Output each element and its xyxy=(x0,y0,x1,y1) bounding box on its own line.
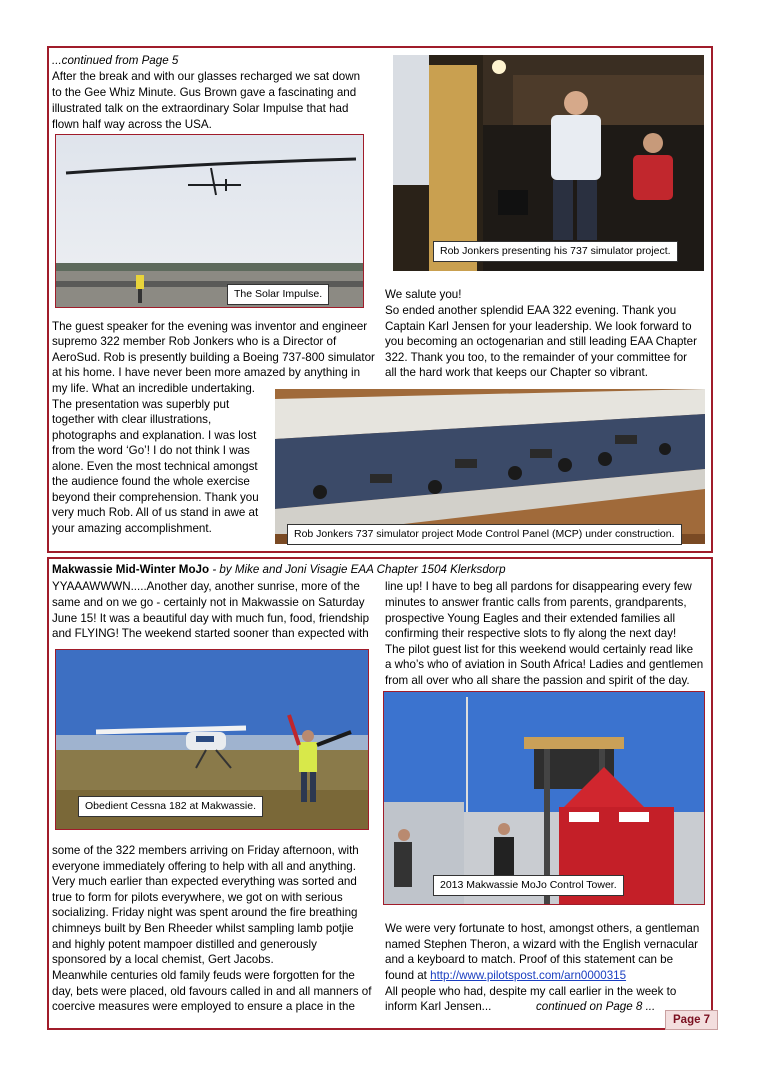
bottom-right-para1-line: confirming their respective slots to fly along the next day! xyxy=(385,627,677,640)
top-para1-line: After the break and with our glasses recharged we sat down xyxy=(52,70,361,83)
article-byline: - by Mike and Joni Visagie EAA Chapter 1504 Klerksdorp xyxy=(209,563,506,576)
page-number-badge: Page 7 xyxy=(665,1010,718,1030)
top-para1-line: to the Gee Whiz Minute. Gus Brown gave a fascinating and xyxy=(52,86,357,99)
top-para2-line: AeroSud. Rob is presently building a Boeing 737-800 simulator xyxy=(52,351,375,364)
right-para-line: you becoming an octogenarian and still leading EAA Chapter xyxy=(385,335,697,348)
bottom-left-para2-line: Very much earlier than expected everything was sorted and xyxy=(52,875,357,888)
bottom-left-para2-line: socializing. Friday night was spent around the fire breathing xyxy=(52,906,358,919)
bottom-right-para1-line: line up! I have to beg all pardons for disappearing every few xyxy=(385,580,692,593)
pilotspost-link[interactable]: http://www.pilotspost.com/arn0000315 xyxy=(430,969,627,982)
right-para-line: So ended another splendid EAA 322 evening. Thank you xyxy=(385,304,677,317)
top-para2-narrow-line: beyond their comprehension. Thank you xyxy=(52,491,259,504)
bottom-right-para2-line: and a keyboard to match. Proof of this statement can be xyxy=(385,953,674,966)
top-para2-narrow-line: from the word ‘Go’! I do not think I was xyxy=(52,444,250,457)
right-para-line: Captain Karl Jensen for your leadership. We look forward to xyxy=(385,320,692,333)
top-para2-line: at his home. I have never been more amazed by anything in xyxy=(52,366,361,379)
found-at-line xyxy=(385,968,626,984)
top-para2-narrow-line: alone. Even the most technical amongst xyxy=(52,460,258,473)
mcp-panel-photo xyxy=(275,389,705,544)
bottom-left-para1-line: YYAAAWWWN.....Another day, another sunrise, more of the xyxy=(52,580,360,593)
bottom-right-para1-line: a who’s who of aviation in South Africa! Ladies and gentlemen xyxy=(385,658,704,671)
rob-presenting-photo xyxy=(393,55,704,271)
bottom-left-para2-line: day, bets were placed, old favours called in and all manners of xyxy=(52,985,372,998)
top-para2-narrow-line: photographs and explanation. I was lost xyxy=(52,429,257,442)
bottom-left-para2-line: and highly potent mampoer distilled and generously xyxy=(52,938,317,951)
bottom-left-para1-line: and FLYING! The weekend started sooner than expected with xyxy=(52,627,369,640)
solar-impulse-caption: The Solar Impulse. xyxy=(227,284,329,305)
article-title-line xyxy=(52,562,506,578)
bottom-right-para1-line: minutes to answer frantic calls from parents, grandparents, xyxy=(385,596,687,609)
top-para1-line: flown half way across the USA. xyxy=(52,118,212,131)
control-tower-caption: 2013 Makwassie MoJo Control Tower. xyxy=(433,875,624,896)
top-para2-line: The guest speaker for the evening was inventor and engineer xyxy=(52,320,368,333)
continued-from-label: ...continued from Page 5 xyxy=(52,54,179,67)
rob-presenting-caption: Rob Jonkers presenting his 737 simulator project. xyxy=(433,241,678,262)
top-para2-narrow-line: your amazing accomplishment. xyxy=(52,522,212,535)
article-title: Makwassie Mid-Winter MoJo xyxy=(52,563,210,576)
right-para-line: 322. Thank you too, to the remainder of your committee for xyxy=(385,351,688,364)
bottom-left-para2-line: some of the 322 members arriving on Friday afternoon, with xyxy=(52,844,359,857)
control-tower-photo xyxy=(383,691,705,905)
bottom-left-para2-line: Meanwhile centuries old family feuds were forgotten for the xyxy=(52,969,355,982)
bottom-right-para2-line: named Stephen Theron, a wizard with the English vernacular xyxy=(385,938,698,951)
bottom-left-para2-line: sponsored by a local chemist, Gert Jacobs. xyxy=(52,953,274,966)
bottom-right-para2-line: We were very fortunate to host, amongst others, a gentleman xyxy=(385,922,700,935)
continued-on-label: continued on Page 8 ... xyxy=(536,1000,656,1013)
bottom-left-para1-line: June 15! It was a beautiful day with much fun, food, friendship xyxy=(52,612,370,625)
bottom-right-para1-line: from all over who all share the passion and spirit of the day. xyxy=(385,674,690,687)
bottom-left-para2-line: chimneys built by Ben Rheeder whilst sampling lamb potjie xyxy=(52,922,354,935)
right-para-line: We salute you! xyxy=(385,288,462,301)
cessna-caption: Obedient Cessna 182 at Makwassie. xyxy=(78,796,263,817)
top-para2-line: my life. What an incredible undertaking. xyxy=(52,382,255,395)
top-para2-narrow-line: the audience found the whole exercise xyxy=(52,475,250,488)
solar-impulse-photo xyxy=(55,134,364,308)
bottom-left-para2-line: coercive measures were employed to ensure a place in the xyxy=(52,1000,355,1013)
bottom-left-para2-line: everyone immediately offering to help with all and anything. xyxy=(52,860,356,873)
bottom-left-para1-line: same and on we go - certainly not in Makwassie on Saturday xyxy=(52,596,365,609)
found-at-label: found at xyxy=(385,969,431,982)
mcp-panel-caption: Rob Jonkers 737 simulator project Mode Control Panel (MCP) under construction. xyxy=(287,524,682,545)
top-para2-narrow-line: The presentation was superbly put xyxy=(52,398,230,411)
top-para2-narrow-line: together with clear illustrations, xyxy=(52,413,212,426)
bottom-right-para3-line: All people who had, despite my call earlier in the week to xyxy=(385,985,677,998)
top-para2-narrow-line: very much Rob. All of us stand in awe at xyxy=(52,506,259,519)
bottom-right-last-line: inform Karl Jensen... xyxy=(385,1000,492,1013)
bottom-left-para2-line: true to form for pilots everywhere, we got on with serious xyxy=(52,891,343,904)
top-para2-line: supremo 322 member Rob Jonkers who is a Director of xyxy=(52,335,337,348)
bottom-right-para1-line: prospective Young Eagles and their extended families all xyxy=(385,612,676,625)
top-para1-line: illustrated talk on the extraordinary Solar Impulse that had xyxy=(52,102,349,115)
bottom-right-para1-line: The pilot guest list for this weekend would certainly read like xyxy=(385,643,694,656)
right-para-line: all the hard work that keeps our Chapter so vibrant. xyxy=(385,366,648,379)
